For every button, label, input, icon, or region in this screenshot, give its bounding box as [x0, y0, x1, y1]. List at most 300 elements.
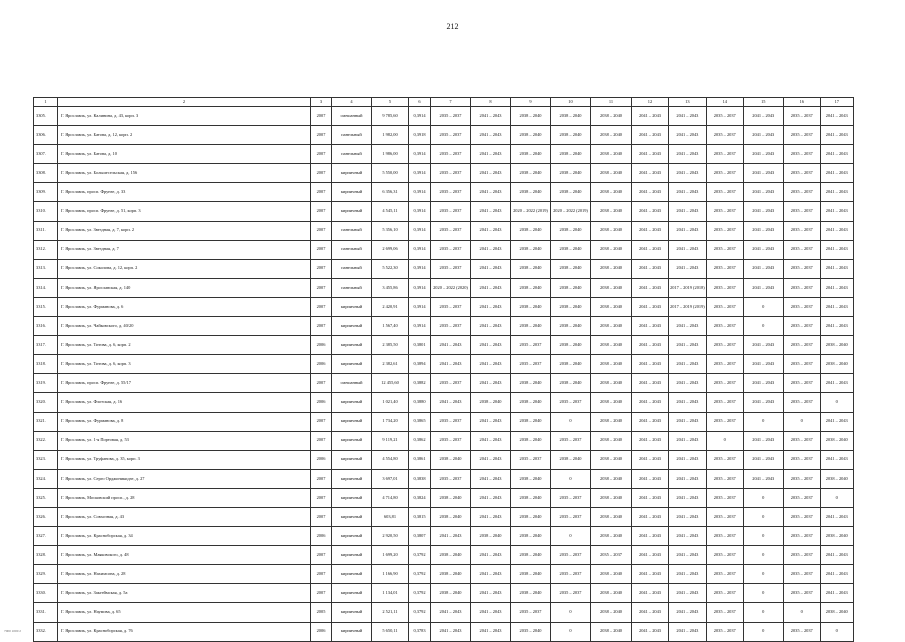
period-cell: 2041 – 2043 — [743, 145, 783, 164]
period-cell: 2041 – 2043 — [632, 507, 669, 526]
table-row — [34, 603, 854, 622]
address-cell: Г. Ярославль, ул. Батова, д. 10 — [58, 145, 311, 164]
header-cell: 11 — [591, 98, 632, 107]
period-cell: 2038 – 2040 — [591, 450, 632, 469]
period-cell: 2041 – 2043 — [632, 278, 669, 297]
period-cell: 2041 – 2043 — [431, 355, 471, 374]
period-cell: 2035 – 2037 — [783, 527, 820, 546]
address-cell: Г. Ярославль, Московский просп., д. 28 — [58, 488, 311, 507]
period-cell: 2035 – 2037 — [706, 164, 743, 183]
period-cell: 2035 – 2037 — [431, 164, 471, 183]
period-cell: 2041 – 2043 — [471, 126, 511, 145]
wear-coefficient-cell: 0,3824 — [409, 488, 431, 507]
period-cell: 0 — [820, 393, 853, 412]
period-cell: 2041 – 2043 — [669, 336, 707, 355]
period-cell: 2038 – 2040 — [591, 221, 632, 240]
area-cell: 9 785,60 — [372, 107, 409, 126]
period-cell: 2041 – 2043 — [632, 336, 669, 355]
table-row — [34, 336, 854, 355]
header-cell: 13 — [669, 98, 707, 107]
period-cell: 2035 – 2037 — [783, 278, 820, 297]
period-cell: 2041 – 2043 — [632, 240, 669, 259]
period-cell: 2035 – 2037 — [706, 622, 743, 641]
table-row — [34, 507, 854, 526]
wall-material-cell: кирпичный — [332, 431, 372, 450]
row-number-cell: 3308. — [34, 164, 58, 183]
period-cell: 2041 – 2043 — [632, 565, 669, 584]
row-number-cell: 3311. — [34, 221, 58, 240]
period-cell: 2041 – 2043 — [471, 221, 511, 240]
wear-coefficient-cell: 0,3914 — [409, 107, 431, 126]
wall-material-cell: смешанный — [332, 107, 372, 126]
wall-material-cell: кирпичный — [332, 622, 372, 641]
year-cell: 2007 — [311, 317, 332, 336]
row-number-cell: 3323. — [34, 450, 58, 469]
period-cell: 2041 – 2043 — [820, 164, 853, 183]
period-cell: 2038 – 2040 — [591, 259, 632, 278]
period-cell: 2041 – 2043 — [471, 259, 511, 278]
wall-material-cell: панельный — [332, 145, 372, 164]
period-cell: 2038 – 2040 — [551, 164, 591, 183]
period-cell: 0 — [743, 546, 783, 565]
wall-material-cell: кирпичный — [332, 412, 372, 431]
period-cell: 2038 – 2040 — [511, 374, 551, 393]
period-cell: 2041 – 2043 — [632, 374, 669, 393]
wear-coefficient-cell: 0,3880 — [409, 393, 431, 412]
period-cell: 2041 – 2043 — [471, 317, 511, 336]
area-cell: 5 550,00 — [372, 164, 409, 183]
period-cell: 2041 – 2043 — [471, 603, 511, 622]
area-cell: 1 982,00 — [372, 126, 409, 145]
period-cell: 2041 – 2043 — [669, 145, 707, 164]
period-cell: 2035 – 2037 — [551, 584, 591, 603]
period-cell: 2041 – 2043 — [669, 355, 707, 374]
period-cell: 2041 – 2043 — [669, 431, 707, 450]
row-number-cell: 3325. — [34, 488, 58, 507]
period-cell: 2041 – 2043 — [632, 431, 669, 450]
wear-coefficient-cell: 0,3838 — [409, 469, 431, 488]
period-cell: 2038 – 2040 — [591, 488, 632, 507]
period-cell: 2035 – 2037 — [551, 507, 591, 526]
year-cell: 2007 — [311, 164, 332, 183]
period-cell: 0 — [743, 488, 783, 507]
period-cell: 2041 – 2043 — [632, 126, 669, 145]
year-cell: 2007 — [311, 565, 332, 584]
address-cell: Г. Ярославль, ул. Наумова, д. 65 — [58, 603, 311, 622]
period-cell: 0 — [551, 622, 591, 641]
period-cell: 2041 – 2043 — [632, 546, 669, 565]
period-cell: 2035 – 2037 — [783, 221, 820, 240]
period-cell: 2035 – 2037 — [706, 450, 743, 469]
period-cell: 2038 – 2040 — [511, 527, 551, 546]
period-cell: 2041 – 2043 — [431, 527, 471, 546]
area-cell: 2 385,50 — [372, 336, 409, 355]
period-cell: 2035 – 2037 — [431, 126, 471, 145]
period-cell: 2035 – 2037 — [511, 355, 551, 374]
period-cell: 2038 – 2040 — [511, 183, 551, 202]
table-row — [34, 622, 854, 641]
period-cell: 2041 – 2043 — [743, 393, 783, 412]
period-cell: 2035 – 2037 — [783, 488, 820, 507]
period-cell: 2041 – 2043 — [669, 107, 707, 126]
period-cell: 2020 – 2022 (2019) — [551, 202, 591, 221]
period-cell: 2038 – 2040 — [591, 297, 632, 316]
wear-coefficient-cell: 0,3914 — [409, 259, 431, 278]
address-cell: Г. Ярославль, ул. Большесельская, д. 156 — [58, 164, 311, 183]
period-cell: 2035 – 2037 — [431, 259, 471, 278]
period-cell: 2035 – 2037 — [783, 297, 820, 316]
period-cell: 2035 – 2037 — [783, 336, 820, 355]
period-cell: 2038 – 2040 — [551, 126, 591, 145]
area-cell: 2 920,50 — [372, 527, 409, 546]
year-cell: 2007 — [311, 202, 332, 221]
period-cell: 0 — [551, 603, 591, 622]
row-number-cell: 3332. — [34, 622, 58, 641]
period-cell: 2035 – 2037 — [783, 183, 820, 202]
address-cell: Г. Ярославль, ул. Соколова, д. 12, корп. 2 — [58, 259, 311, 278]
wear-coefficient-cell: 0,3914 — [409, 202, 431, 221]
period-cell: 2041 – 2043 — [669, 584, 707, 603]
period-cell: 2041 – 2043 — [632, 355, 669, 374]
wear-coefficient-cell: 0,3894 — [409, 355, 431, 374]
period-cell: 2035 – 2037 — [431, 374, 471, 393]
period-cell: 2035 – 2037 — [783, 565, 820, 584]
address-cell: Г. Ярославль, ул. Маяковского, д. 48 — [58, 546, 311, 565]
period-cell: 2038 – 2040 — [551, 145, 591, 164]
period-cell: 2038 – 2040 — [511, 164, 551, 183]
address-cell: Г. Ярославль, ул. Нахимсона, д. 28 — [58, 565, 311, 584]
address-cell: Г. Ярославль, ул. Красноборская, д. 34 — [58, 527, 311, 546]
period-cell: 2038 – 2040 — [820, 355, 853, 374]
period-cell: 2041 – 2043 — [632, 584, 669, 603]
address-cell: Г. Ярославль, ул. Звездная, д. 7, корп. 2 — [58, 221, 311, 240]
table-row — [34, 374, 854, 393]
period-cell: 2041 – 2043 — [632, 221, 669, 240]
period-cell: 2041 – 2043 — [471, 164, 511, 183]
wear-coefficient-cell: 0,3862 — [409, 431, 431, 450]
area-cell: 12 455,60 — [372, 374, 409, 393]
period-cell: 2041 – 2043 — [431, 336, 471, 355]
header-cell: 5 — [372, 98, 409, 107]
period-cell: 2041 – 2043 — [669, 412, 707, 431]
period-cell: 2038 – 2040 — [431, 450, 471, 469]
period-cell: 2041 – 2043 — [743, 336, 783, 355]
wall-material-cell: кирпичный — [332, 202, 372, 221]
period-cell: 2041 – 2043 — [471, 431, 511, 450]
period-cell: 2041 – 2043 — [632, 488, 669, 507]
period-cell: 2041 – 2043 — [669, 317, 707, 336]
area-cell: 4 554,80 — [372, 450, 409, 469]
wear-coefficient-cell: 0,3914 — [409, 221, 431, 240]
wall-material-cell: панельный — [332, 240, 372, 259]
period-cell: 2041 – 2043 — [632, 259, 669, 278]
period-cell: 2038 – 2040 — [511, 584, 551, 603]
period-cell: 2041 – 2043 — [471, 278, 511, 297]
period-cell: 0 — [743, 297, 783, 316]
period-cell: 2035 – 2037 — [706, 488, 743, 507]
wall-material-cell: кирпичный — [332, 164, 372, 183]
period-cell: 2038 – 2040 — [551, 374, 591, 393]
area-cell: 1 986,00 — [372, 145, 409, 164]
address-cell: Г. Ярославль, ул. Ярославская, д. 140 — [58, 278, 311, 297]
area-cell: 5 650,11 — [372, 622, 409, 641]
area-cell: 3 697,01 — [372, 469, 409, 488]
wall-material-cell: панельный — [332, 259, 372, 278]
period-cell: 2038 – 2040 — [431, 507, 471, 526]
period-cell: 2041 – 2043 — [632, 412, 669, 431]
row-number-cell: 3316. — [34, 317, 58, 336]
period-cell: 2035 – 2037 — [431, 107, 471, 126]
wall-material-cell: кирпичный — [332, 546, 372, 565]
period-cell: 2035 – 2037 — [431, 297, 471, 316]
period-cell: 2041 – 2043 — [471, 107, 511, 126]
period-cell: 2035 – 2037 — [706, 603, 743, 622]
wall-material-cell: кирпичный — [332, 565, 372, 584]
period-cell: 2038 – 2040 — [591, 431, 632, 450]
address-cell: Г. Ярославль, ул. Совхозная, д. 43 — [58, 507, 311, 526]
row-number-cell: 3319. — [34, 374, 58, 393]
year-cell: 2006 — [311, 622, 332, 641]
period-cell: 2041 – 2043 — [743, 355, 783, 374]
wall-material-cell: панельный — [332, 126, 372, 145]
period-cell: 2041 – 2043 — [820, 374, 853, 393]
period-cell: 2035 – 2037 — [706, 202, 743, 221]
period-cell: 2041 – 2043 — [669, 126, 707, 145]
period-cell: 2041 – 2043 — [431, 393, 471, 412]
period-cell: 2035 – 2037 — [431, 469, 471, 488]
table-row — [34, 183, 854, 202]
period-cell: 2035 – 2037 — [706, 469, 743, 488]
period-cell: 2035 – 2037 — [706, 317, 743, 336]
period-cell: 2017 – 2019 (2018) — [669, 278, 707, 297]
period-cell: 2041 – 2043 — [820, 297, 853, 316]
table-row — [34, 393, 854, 412]
table-row — [34, 584, 854, 603]
period-cell: 0 — [706, 431, 743, 450]
period-cell: 2038 – 2040 — [551, 355, 591, 374]
period-cell: 2035 – 2037 — [783, 507, 820, 526]
period-cell: 2035 – 2037 — [783, 469, 820, 488]
period-cell: 2041 – 2043 — [471, 297, 511, 316]
period-cell: 2020 – 2022 (2019) — [511, 202, 551, 221]
year-cell: 2007 — [311, 488, 332, 507]
year-cell: 2007 — [311, 584, 332, 603]
period-cell: 2041 – 2043 — [820, 584, 853, 603]
year-cell: 2007 — [311, 240, 332, 259]
period-cell: 2035 – 2037 — [783, 393, 820, 412]
period-cell: 2035 – 2037 — [431, 317, 471, 336]
period-cell: 2041 – 2043 — [820, 507, 853, 526]
period-cell: 2035 – 2037 — [431, 412, 471, 431]
period-cell: 2035 – 2037 — [783, 259, 820, 278]
table-row — [34, 145, 854, 164]
period-cell: 2041 – 2043 — [669, 240, 707, 259]
period-cell: 2041 – 2043 — [743, 126, 783, 145]
period-cell: 2035 – 2037 — [706, 584, 743, 603]
address-cell: Г. Ярославль, ул. Серго Орджоникидзе, д. 27 — [58, 469, 311, 488]
period-cell: 2041 – 2043 — [820, 145, 853, 164]
period-cell: 0 — [743, 507, 783, 526]
wall-material-cell: кирпичный — [332, 469, 372, 488]
year-cell: 2006 — [311, 450, 332, 469]
period-cell: 0 — [820, 622, 853, 641]
row-number-cell: 3321. — [34, 412, 58, 431]
period-cell: 2038 – 2040 — [551, 336, 591, 355]
address-cell: Г. Ярославль, ул. Калинина, д. 43, корп. 3 — [58, 107, 311, 126]
header-cell: 16 — [783, 98, 820, 107]
year-cell: 2007 — [311, 297, 332, 316]
period-cell: 2038 – 2040 — [820, 336, 853, 355]
year-cell: 2007 — [311, 107, 332, 126]
period-cell: 2038 – 2040 — [511, 507, 551, 526]
period-cell: 0 — [743, 412, 783, 431]
area-cell: 4 545,11 — [372, 202, 409, 221]
period-cell: 2041 – 2043 — [820, 183, 853, 202]
period-cell: 2041 – 2043 — [471, 584, 511, 603]
wear-coefficient-cell: 0,3792 — [409, 546, 431, 565]
header-cell: 2 — [58, 98, 311, 107]
wall-material-cell: кирпичный — [332, 355, 372, 374]
year-cell: 2007 — [311, 183, 332, 202]
period-cell: 2038 – 2040 — [431, 584, 471, 603]
address-cell: Г. Ярославль, ул. Фурманова, д. 8 — [58, 412, 311, 431]
header-cell: 3 — [311, 98, 332, 107]
wear-coefficient-cell: 0,3914 — [409, 164, 431, 183]
period-cell: 2038 – 2040 — [591, 507, 632, 526]
table-row — [34, 527, 854, 546]
wall-material-cell: кирпичный — [332, 488, 372, 507]
row-number-cell: 3307. — [34, 145, 58, 164]
table-row — [34, 317, 854, 336]
period-cell: 2038 – 2040 — [511, 145, 551, 164]
area-cell: 6 356,31 — [372, 183, 409, 202]
area-cell: 4 714,80 — [372, 488, 409, 507]
period-cell: 2041 – 2043 — [743, 221, 783, 240]
period-cell: 2038 – 2040 — [551, 278, 591, 297]
period-cell: 2038 – 2040 — [511, 393, 551, 412]
wall-material-cell: панельный — [332, 278, 372, 297]
row-number-cell: 3314. — [34, 278, 58, 297]
wear-coefficient-cell: 0,3792 — [409, 565, 431, 584]
wear-coefficient-cell: 0,3914 — [409, 183, 431, 202]
wall-material-cell: кирпичный — [332, 183, 372, 202]
period-cell: 2041 – 2043 — [632, 469, 669, 488]
period-cell: 2038 – 2040 — [431, 488, 471, 507]
period-cell: 2035 – 2037 — [706, 565, 743, 584]
period-cell: 2038 – 2040 — [591, 374, 632, 393]
period-cell: 2041 – 2043 — [743, 183, 783, 202]
period-cell: 2038 – 2040 — [511, 546, 551, 565]
period-cell: 2038 – 2040 — [471, 393, 511, 412]
header-cell: 1 — [34, 98, 58, 107]
period-cell: 2041 – 2043 — [471, 565, 511, 584]
wall-material-cell: смешанный — [332, 374, 372, 393]
table-row — [34, 259, 854, 278]
area-cell: 2 420,91 — [372, 297, 409, 316]
period-cell: 2041 – 2043 — [669, 221, 707, 240]
period-cell: 2038 – 2040 — [511, 565, 551, 584]
year-cell: 2006 — [311, 393, 332, 412]
area-cell: 2 521,11 — [372, 603, 409, 622]
period-cell: 2041 – 2043 — [632, 164, 669, 183]
period-cell: 2041 – 2043 — [669, 603, 707, 622]
address-cell: Г. Ярославль, ул. Флотская, д. 16 — [58, 393, 311, 412]
period-cell: 2041 – 2043 — [743, 469, 783, 488]
row-number-cell: 3306. — [34, 126, 58, 145]
period-cell: 2041 – 2043 — [743, 202, 783, 221]
wear-coefficient-cell: 0,3792 — [409, 584, 431, 603]
row-number-cell: 3313. — [34, 259, 58, 278]
header-cell: 12 — [632, 98, 669, 107]
row-number-cell: 3305. — [34, 107, 58, 126]
period-cell: 2038 – 2040 — [511, 297, 551, 316]
period-cell: 2041 – 2043 — [743, 374, 783, 393]
period-cell: 2035 – 2037 — [591, 546, 632, 565]
area-cell: 5 356,10 — [372, 221, 409, 240]
period-cell: 2035 – 2037 — [783, 164, 820, 183]
header-cell: 14 — [706, 98, 743, 107]
period-cell: 2038 – 2040 — [551, 221, 591, 240]
period-cell: 2041 – 2043 — [431, 622, 471, 641]
wear-coefficient-cell: 0,3882 — [409, 374, 431, 393]
row-number-cell: 3309. — [34, 183, 58, 202]
period-cell: 0 — [551, 469, 591, 488]
wall-material-cell: кирпичный — [332, 507, 372, 526]
period-cell: 2038 – 2040 — [551, 107, 591, 126]
wear-coefficient-cell: 0,3783 — [409, 622, 431, 641]
year-cell: 2007 — [311, 126, 332, 145]
period-cell: 2041 – 2043 — [743, 164, 783, 183]
page-number: 212 — [446, 22, 459, 31]
period-cell: 2035 – 2037 — [706, 221, 743, 240]
period-cell: 2035 – 2037 — [706, 126, 743, 145]
period-cell: 2041 – 2043 — [471, 507, 511, 526]
capital-repair-schedule-table — [33, 97, 854, 642]
table-row — [34, 412, 854, 431]
period-cell: 2041 – 2043 — [471, 469, 511, 488]
address-cell: Г. Ярославль, ул. Чайковского, д. 40/20 — [58, 317, 311, 336]
period-cell: 2035 – 2037 — [431, 240, 471, 259]
year-cell: 2006 — [311, 336, 332, 355]
table-row — [34, 546, 854, 565]
area-cell: 1 134,01 — [372, 584, 409, 603]
row-number-cell: 3326. — [34, 507, 58, 526]
year-cell: 2007 — [311, 546, 332, 565]
area-cell: 2 699,06 — [372, 240, 409, 259]
period-cell: 2041 – 2043 — [669, 374, 707, 393]
header-cell: 9 — [511, 98, 551, 107]
period-cell: 2035 – 2037 — [511, 450, 551, 469]
year-cell: 2007 — [311, 412, 332, 431]
period-cell: 2035 – 2037 — [706, 507, 743, 526]
period-cell: 2038 – 2040 — [431, 565, 471, 584]
period-cell: 0 — [783, 412, 820, 431]
period-cell: 2035 – 2037 — [783, 374, 820, 393]
period-cell: 2035 – 2037 — [551, 546, 591, 565]
period-cell: 2035 – 2037 — [511, 603, 551, 622]
period-cell: 2041 – 2043 — [820, 240, 853, 259]
period-cell: 2041 – 2043 — [669, 527, 707, 546]
period-cell: 0 — [783, 603, 820, 622]
period-cell: 2041 – 2043 — [471, 412, 511, 431]
row-number-cell: 3327. — [34, 527, 58, 546]
period-cell: 2041 – 2043 — [669, 488, 707, 507]
period-cell: 2038 – 2040 — [551, 450, 591, 469]
period-cell: 2041 – 2043 — [820, 412, 853, 431]
period-cell: 2038 – 2040 — [591, 183, 632, 202]
address-cell: Г. Ярославль, ул. Батова, д. 12, корп. 2 — [58, 126, 311, 145]
period-cell: 2038 – 2040 — [591, 126, 632, 145]
